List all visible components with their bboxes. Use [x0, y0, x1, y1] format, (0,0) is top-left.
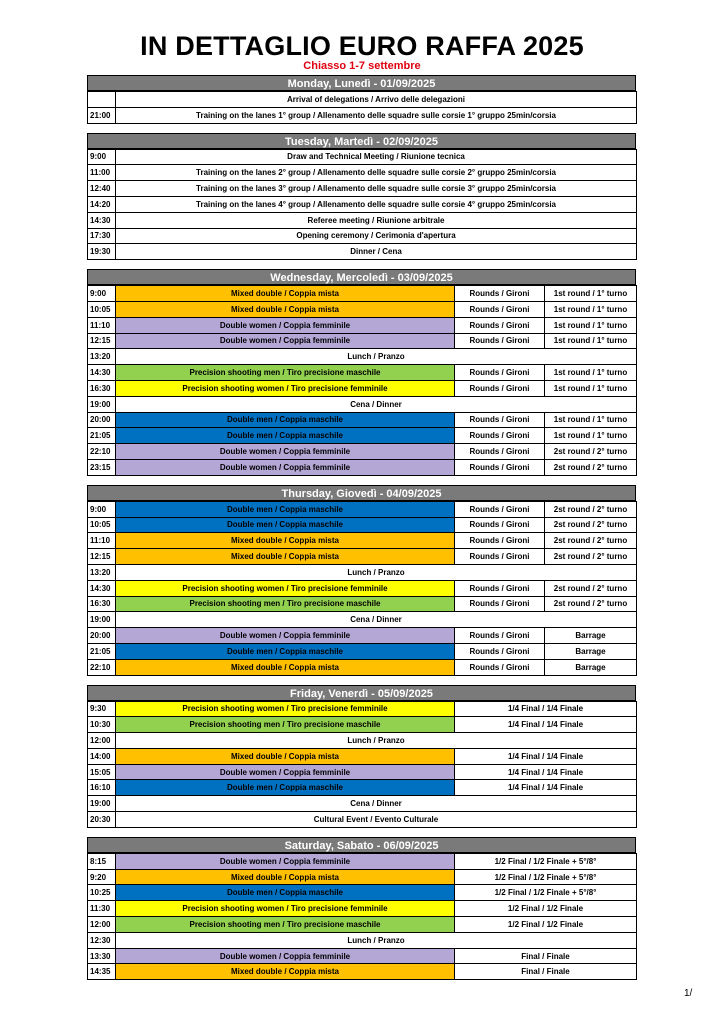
time-cell: 9:20: [88, 869, 116, 885]
page-subtitle: Chiasso 1-7 settembre: [303, 60, 421, 72]
time-cell: 10:30: [88, 717, 116, 733]
event-cell: Mixed double / Coppia mista: [116, 869, 455, 885]
turn-cell: 2st round / 2° turno: [545, 596, 637, 612]
table-row: [88, 733, 637, 749]
turn-cell: 1st round / 1° turno: [545, 301, 637, 317]
phase-cell: 1/2 Final / 1/2 Finale: [455, 901, 637, 917]
round-cell: Rounds / Gironi: [455, 596, 545, 612]
phase-cell: Final / Finale: [455, 964, 637, 980]
time-cell: 12:40: [88, 181, 116, 197]
event-cell: Opening ceremony / Cerimonia d'apertura: [116, 228, 637, 244]
time-cell: 9:30: [88, 701, 116, 717]
event-cell: Double men / Coppia maschile: [116, 780, 455, 796]
event-cell: Training on the lanes 3° group / Allenamento delle squadre sulle corsie 3° gruppo 25min/corsia: [116, 181, 637, 197]
turn-cell: 2st round / 2° turno: [545, 444, 637, 460]
phase-cell: Final / Finale: [455, 948, 637, 964]
time-cell: 21:05: [88, 643, 116, 659]
time-cell: 12:30: [88, 932, 116, 948]
day-block: [87, 75, 636, 124]
schedule-table: [87, 501, 637, 676]
phase-cell: 1/2 Final / 1/2 Finale: [455, 917, 637, 933]
table-row: [88, 301, 637, 317]
table-row: [88, 964, 637, 980]
event-cell: Precision shooting men / Tiro precisione maschile: [116, 917, 455, 933]
turn-cell: 1st round / 1° turno: [545, 333, 637, 349]
event-cell: Double women / Coppia femminile: [116, 317, 455, 333]
time-cell: 12:15: [88, 549, 116, 565]
time-cell: 9:00: [88, 501, 116, 517]
event-cell: Mixed double / Coppia mista: [116, 533, 455, 549]
time-cell: 15:05: [88, 764, 116, 780]
time-cell: 11:00: [88, 165, 116, 181]
day-block: [87, 837, 636, 980]
time-cell: 10:05: [88, 301, 116, 317]
event-cell: Double women / Coppia femminile: [116, 948, 455, 964]
turn-cell: 2st round / 2° turno: [545, 517, 637, 533]
event-cell: Precision shooting women / Tiro precisione femminile: [116, 901, 455, 917]
table-row: [88, 349, 637, 365]
event-cell: Double men / Coppia maschile: [116, 643, 455, 659]
table-row: [88, 917, 637, 933]
event-cell: Mixed double / Coppia mista: [116, 549, 455, 565]
table-row: [88, 580, 637, 596]
time-cell: 19:00: [88, 396, 116, 412]
time-cell: 11:30: [88, 901, 116, 917]
event-cell: Mixed double / Coppia mista: [116, 748, 455, 764]
day-block: [87, 685, 636, 828]
day-header: Tuesday, Martedì - 02/09/2025: [87, 133, 636, 149]
table-row: [88, 365, 637, 381]
table-row: [88, 948, 637, 964]
time-cell: 21:05: [88, 428, 116, 444]
event-cell: Double women / Coppia femminile: [116, 444, 455, 460]
event-cell: Cena / Dinner: [116, 396, 637, 412]
time-cell: 19:00: [88, 796, 116, 812]
event-cell: Double men / Coppia maschile: [116, 517, 455, 533]
time-cell: 22:10: [88, 659, 116, 675]
schedule-table: [87, 149, 637, 261]
event-cell: Cultural Event / Evento Culturale: [116, 812, 637, 828]
table-row: [88, 612, 637, 628]
table-row: [88, 459, 637, 475]
time-cell: 21:00: [88, 107, 116, 123]
table-row: [88, 181, 637, 197]
time-cell: 14:30: [88, 212, 116, 228]
event-cell: Training on the lanes 4° group / Allenamento delle squadre sulle corsie 4° gruppo 25min/corsia: [116, 196, 637, 212]
phase-cell: 1/4 Final / 1/4 Finale: [455, 780, 637, 796]
turn-cell: 1st round / 1° turno: [545, 428, 637, 444]
time-cell: 14:00: [88, 748, 116, 764]
turn-cell: 1st round / 1° turno: [545, 286, 637, 302]
page-number: 1/: [684, 988, 693, 999]
event-cell: Double men / Coppia maschile: [116, 412, 455, 428]
event-cell: Training on the lanes 2° group / Allenamento delle squadre sulle corsie 2° gruppo 25min/corsia: [116, 165, 637, 181]
time-cell: 11:10: [88, 317, 116, 333]
table-row: [88, 92, 637, 108]
table-row: [88, 212, 637, 228]
table-row: [88, 885, 637, 901]
table-row: [88, 228, 637, 244]
round-cell: Rounds / Gironi: [455, 301, 545, 317]
round-cell: Rounds / Gironi: [455, 286, 545, 302]
table-row: [88, 517, 637, 533]
round-cell: Rounds / Gironi: [455, 412, 545, 428]
turn-cell: 1st round / 1° turno: [545, 365, 637, 381]
event-cell: Mixed double / Coppia mista: [116, 286, 455, 302]
day-block: [87, 269, 636, 476]
time-cell: 13:20: [88, 564, 116, 580]
table-row: [88, 380, 637, 396]
round-cell: Rounds / Gironi: [455, 365, 545, 381]
round-cell: Rounds / Gironi: [455, 333, 545, 349]
table-row: [88, 596, 637, 612]
time-cell: 20:00: [88, 628, 116, 644]
turn-cell: 1st round / 1° turno: [545, 317, 637, 333]
round-cell: Rounds / Gironi: [455, 659, 545, 675]
time-cell: 19:30: [88, 244, 116, 260]
day-header: Monday, Lunedì - 01/09/2025: [87, 75, 636, 91]
round-cell: Rounds / Gironi: [455, 317, 545, 333]
turn-cell: Barrage: [545, 643, 637, 659]
round-cell: Rounds / Gironi: [455, 459, 545, 475]
table-row: [88, 333, 637, 349]
turn-cell: 1st round / 1° turno: [545, 412, 637, 428]
table-row: [88, 286, 637, 302]
schedule-table: [87, 91, 637, 124]
round-cell: Rounds / Gironi: [455, 643, 545, 659]
round-cell: Rounds / Gironi: [455, 628, 545, 644]
time-cell: 16:30: [88, 596, 116, 612]
table-row: [88, 748, 637, 764]
schedule-table: [87, 853, 637, 980]
round-cell: Rounds / Gironi: [455, 517, 545, 533]
schedule-table: [87, 701, 637, 828]
event-cell: Double men / Coppia maschile: [116, 501, 455, 517]
turn-cell: Barrage: [545, 659, 637, 675]
day-block: [87, 133, 636, 261]
event-cell: Double women / Coppia femminile: [116, 764, 455, 780]
event-cell: Precision shooting women / Tiro precisione femminile: [116, 701, 455, 717]
event-cell: Precision shooting women / Tiro precisione femminile: [116, 580, 455, 596]
round-cell: Rounds / Gironi: [455, 501, 545, 517]
time-cell: 16:30: [88, 380, 116, 396]
time-cell: 22:10: [88, 444, 116, 460]
time-cell: 19:00: [88, 612, 116, 628]
table-row: [88, 643, 637, 659]
turn-cell: 2st round / 2° turno: [545, 501, 637, 517]
turn-cell: 2st round / 2° turno: [545, 549, 637, 565]
turn-cell: 2st round / 2° turno: [545, 459, 637, 475]
table-row: [88, 444, 637, 460]
phase-cell: 1/2 Final / 1/2 Finale + 5°/8°: [455, 885, 637, 901]
event-cell: Precision shooting women / Tiro precisione femminile: [116, 380, 455, 396]
time-cell: 10:25: [88, 885, 116, 901]
time-cell: 13:30: [88, 948, 116, 964]
phase-cell: 1/4 Final / 1/4 Finale: [455, 701, 637, 717]
table-row: [88, 812, 637, 828]
time-cell: 14:30: [88, 580, 116, 596]
round-cell: Rounds / Gironi: [455, 428, 545, 444]
time-cell: [88, 92, 116, 108]
turn-cell: 2st round / 2° turno: [545, 533, 637, 549]
event-cell: Draw and Technical Meeting / Riunione tecnica: [116, 149, 637, 165]
event-cell: Cena / Dinner: [116, 796, 637, 812]
page-title: IN DETTAGLIO EURO RAFFA 2025: [140, 31, 584, 61]
table-row: [88, 853, 637, 869]
table-row: [88, 165, 637, 181]
table-row: [88, 428, 637, 444]
day-header: Friday, Venerdì - 05/09/2025: [87, 685, 636, 701]
round-cell: Rounds / Gironi: [455, 549, 545, 565]
phase-cell: 1/4 Final / 1/4 Finale: [455, 717, 637, 733]
event-cell: Cena / Dinner: [116, 612, 637, 628]
table-row: [88, 780, 637, 796]
event-cell: Double men / Coppia maschile: [116, 428, 455, 444]
turn-cell: 2st round / 2° turno: [545, 580, 637, 596]
time-cell: 20:00: [88, 412, 116, 428]
table-row: [88, 196, 637, 212]
event-cell: Lunch / Pranzo: [116, 564, 637, 580]
time-cell: 14:35: [88, 964, 116, 980]
event-cell: Mixed double / Coppia mista: [116, 964, 455, 980]
day-header: Wednesday, Mercoledì - 03/09/2025: [87, 269, 636, 285]
table-row: [88, 659, 637, 675]
round-cell: Rounds / Gironi: [455, 444, 545, 460]
table-row: [88, 901, 637, 917]
event-cell: Lunch / Pranzo: [116, 733, 637, 749]
event-cell: Precision shooting men / Tiro precisione maschile: [116, 717, 455, 733]
phase-cell: 1/4 Final / 1/4 Finale: [455, 748, 637, 764]
phase-cell: 1/2 Final / 1/2 Finale + 5°/8°: [455, 869, 637, 885]
table-row: [88, 107, 637, 123]
table-row: [88, 869, 637, 885]
round-cell: Rounds / Gironi: [455, 580, 545, 596]
table-row: [88, 717, 637, 733]
table-row: [88, 412, 637, 428]
table-row: [88, 149, 637, 165]
table-row: [88, 796, 637, 812]
table-row: [88, 396, 637, 412]
table-row: [88, 244, 637, 260]
time-cell: 14:30: [88, 365, 116, 381]
table-row: [88, 564, 637, 580]
event-cell: Dinner / Cena: [116, 244, 637, 260]
time-cell: 16:10: [88, 780, 116, 796]
round-cell: Rounds / Gironi: [455, 380, 545, 396]
event-cell: Double women / Coppia femminile: [116, 628, 455, 644]
time-cell: 11:10: [88, 533, 116, 549]
time-cell: 20:30: [88, 812, 116, 828]
time-cell: 17:30: [88, 228, 116, 244]
table-row: [88, 317, 637, 333]
schedule-table: [87, 285, 637, 476]
schedule: [87, 75, 636, 989]
event-cell: Precision shooting men / Tiro precisione maschile: [116, 365, 455, 381]
table-row: [88, 501, 637, 517]
event-cell: Mixed double / Coppia mista: [116, 659, 455, 675]
turn-cell: 1st round / 1° turno: [545, 380, 637, 396]
event-cell: Referee meeting / Riunione arbitrale: [116, 212, 637, 228]
time-cell: 12:00: [88, 733, 116, 749]
table-row: [88, 932, 637, 948]
time-cell: 9:00: [88, 149, 116, 165]
phase-cell: 1/4 Final / 1/4 Finale: [455, 764, 637, 780]
event-cell: Lunch / Pranzo: [116, 932, 637, 948]
event-cell: Training on the lanes 1° group / Allenamento delle squadre sulle corsie 1° gruppo 25min/corsia: [116, 107, 637, 123]
time-cell: 8:15: [88, 853, 116, 869]
event-cell: Lunch / Pranzo: [116, 349, 637, 365]
table-row: [88, 764, 637, 780]
time-cell: 13:20: [88, 349, 116, 365]
time-cell: 12:00: [88, 917, 116, 933]
table-row: [88, 549, 637, 565]
table-row: [88, 701, 637, 717]
day-header: Thursday, Giovedì - 04/09/2025: [87, 485, 636, 501]
day-block: [87, 485, 636, 676]
table-row: [88, 628, 637, 644]
event-cell: Precision shooting men / Tiro precisione maschile: [116, 596, 455, 612]
event-cell: Double men / Coppia maschile: [116, 885, 455, 901]
time-cell: 12:15: [88, 333, 116, 349]
time-cell: 10:05: [88, 517, 116, 533]
table-row: [88, 533, 637, 549]
event-cell: Double women / Coppia femminile: [116, 333, 455, 349]
time-cell: 14:20: [88, 196, 116, 212]
phase-cell: 1/2 Final / 1/2 Finale + 5°/8°: [455, 853, 637, 869]
event-cell: Arrival of delegations / Arrivo delle delegazioni: [116, 92, 637, 108]
event-cell: Mixed double / Coppia mista: [116, 301, 455, 317]
day-header: Saturday, Sabato - 06/09/2025: [87, 837, 636, 853]
turn-cell: Barrage: [545, 628, 637, 644]
round-cell: Rounds / Gironi: [455, 533, 545, 549]
time-cell: 23:15: [88, 459, 116, 475]
event-cell: Double women / Coppia femminile: [116, 853, 455, 869]
time-cell: 9:00: [88, 286, 116, 302]
event-cell: Double women / Coppia femminile: [116, 459, 455, 475]
